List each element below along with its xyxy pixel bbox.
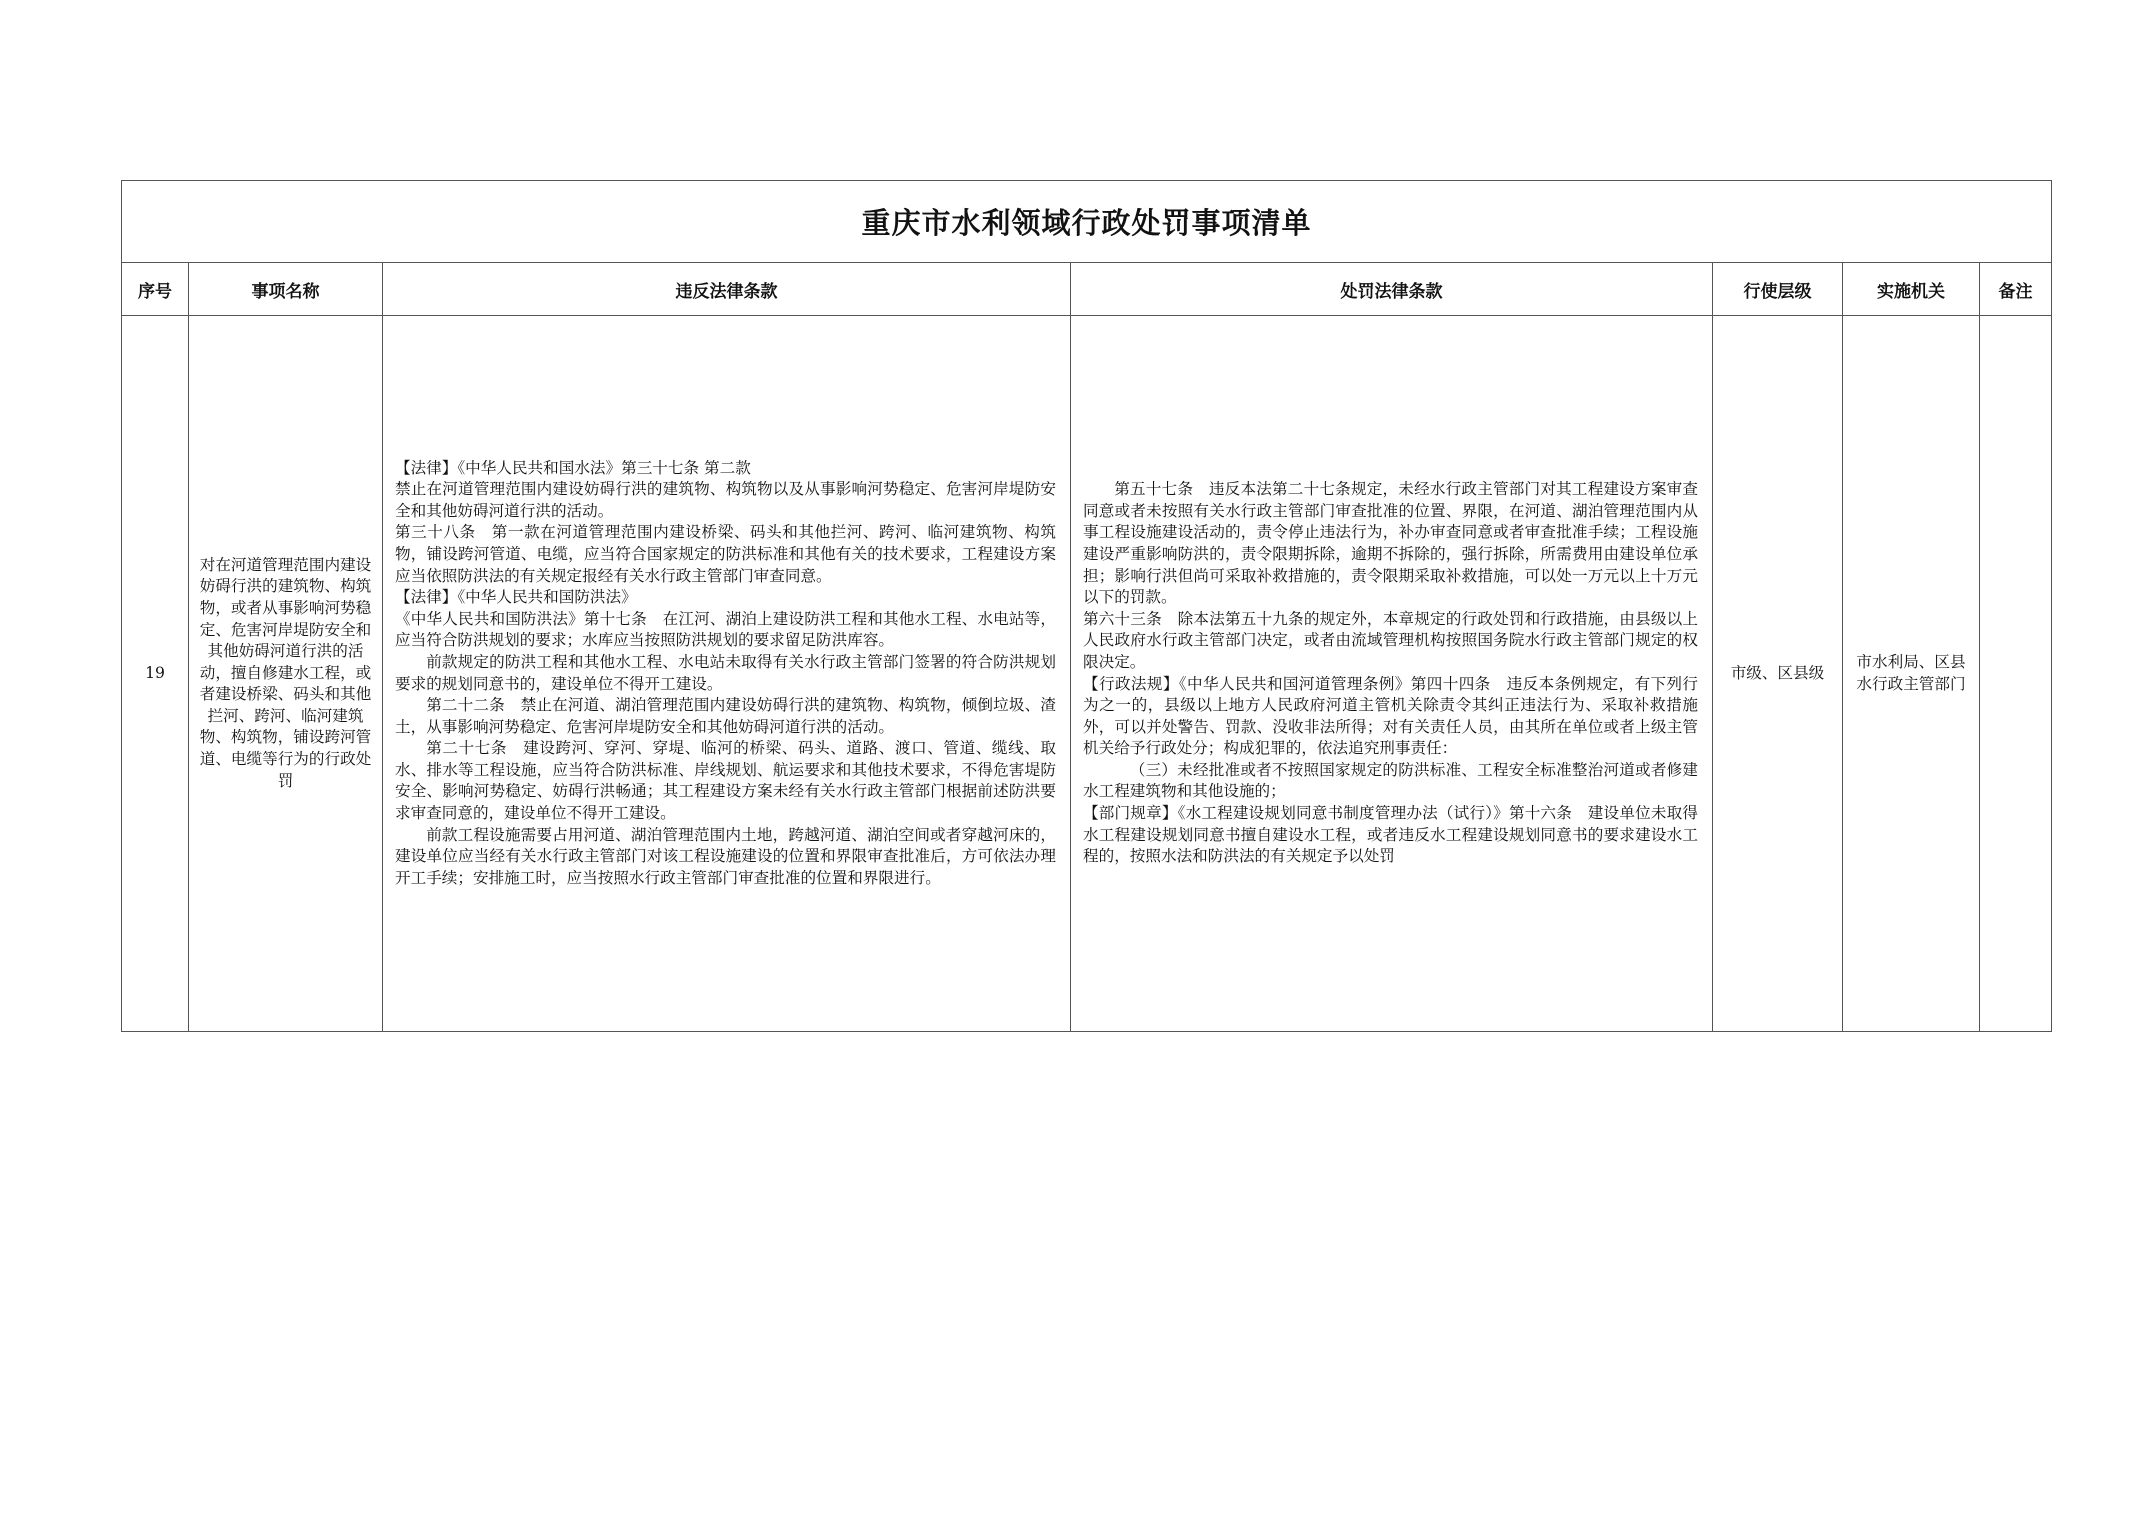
table-row	[122, 316, 2052, 1032]
header-seq: 序号	[122, 263, 189, 316]
cell-agency: 市水利局、区县水行政主管部门	[1843, 316, 1980, 1032]
header-violation-law: 违反法律条款	[383, 263, 1071, 316]
penalty-list-sheet	[121, 180, 2051, 1032]
header-row	[122, 263, 2052, 316]
penalty-paragraph: （三）未经批准或者不按照国家规定的防洪标准、工程安全标准整治河道或者修建水工程建筑物和其他设施的；	[1083, 760, 1698, 801]
violation-paragraph: 【法律】《中华人民共和国水法》第三十七条 第二款	[395, 458, 751, 477]
penalty-paragraph: 【部门规章】《水工程建设规划同意书制度管理办法（试行）》第十六条 建设单位未取得水工程建设规划同意书擅自建设水工程，或者违反水工程建设规划同意书的要求建设水工程的，按照水法和防洪法的有关规定予以处罚	[1083, 804, 1698, 866]
cell-penalty-law	[1071, 316, 1713, 1032]
cell-item-name: 对在河道管理范围内建设妨碍行洪的建筑物、构筑物，或者从事影响河势稳定、危害河岸堤防安全和其他妨碍河道行洪的活动，擅自修建水工程，或者建设桥梁、码头和其他拦河、跨河、临河建筑物、构筑物，铺设跨河管道、电缆等行为的行政处罚	[189, 316, 383, 1032]
cell-violation-law	[383, 316, 1071, 1032]
cell-seq: 19	[122, 316, 189, 1032]
table-title: 重庆市水利领域行政处罚事项清单	[122, 181, 2052, 263]
violation-paragraph: 第二十二条 禁止在河道、湖泊管理范围内建设妨碍行洪的建筑物、构筑物，倾倒垃圾、渣土，从事影响河势稳定、危害河岸堤防安全和其他妨碍河道行洪的活动。	[395, 696, 1056, 736]
violation-paragraph: 前款规定的防洪工程和其他水工程、水电站未取得有关水行政主管部门签署的符合防洪规划要求的规划同意书的，建设单位不得开工建设。	[395, 652, 1056, 693]
violation-paragraph: 【法律】《中华人民共和国防洪法》	[395, 588, 637, 607]
penalty-paragraph: 第五十七条 违反本法第二十七条规定，未经水行政主管部门对其工程建设方案审查同意或者未按照有关水行政主管部门审查批准的位置、界限，在河道、湖泊管理范围内从事工程设施建设活动的，责令停止违法行为，补办审查同意或者审查批准手续；工程设施建设严重影响防洪的，责令限期拆除，逾期不拆除的，强行拆除，所需费用由建设单位承担；影响行洪但尚可采取补救措施的，责令限期采取补救措施，可以处一万元以上十万元以下的罚款。	[1083, 480, 1698, 607]
header-level: 行使层级	[1713, 263, 1843, 316]
header-remarks: 备注	[1980, 263, 2052, 316]
penalty-paragraph: 【行政法规】《中华人民共和国河道管理条例》第四十四条 违反本条例规定，有下列行为之一的，县级以上地方人民政府河道主管机关除责令其纠正违法行为、采取补救措施外，可以并处警告、罚款、没收非法所得；对有关责任人员，由其所在单位或者上级主管机关给予行政处分；构成犯罪的，依法追究刑事责任：	[1083, 674, 1698, 758]
violation-paragraph: 前款工程设施需要占用河道、湖泊管理范围内土地，跨越河道、湖泊空间或者穿越河床的，建设单位应当经有关水行政主管部门对该工程设施建设的位置和界限审查批准后，方可依法办理开工手续；安排施工时，应当按照水行政主管部门审查批准的位置和界限进行。	[395, 825, 1056, 887]
violation-paragraph: 禁止在河道管理范围内建设妨碍行洪的建筑物、构筑物以及从事影响河势稳定、危害河岸堤防安全和其他妨碍河道行洪的活动。	[395, 480, 1056, 520]
cell-remarks	[1980, 316, 2052, 1032]
violation-paragraph: 第三十八条 第一款在河道管理范围内建设桥梁、码头和其他拦河、跨河、临河建筑物、构筑物，铺设跨河管道、电缆，应当符合国家规定的防洪标准和其他有关的技术要求，工程建设方案应当依照防洪法的有关规定报经有关水行政主管部门审查同意。	[395, 523, 1056, 585]
header-item-name: 事项名称	[189, 263, 383, 316]
violation-paragraph: 第二十七条 建设跨河、穿河、穿堤、临河的桥梁、码头、道路、渡口、管道、缆线、取水、排水等工程设施，应当符合防洪标准、岸线规划、航运要求和其他技术要求，不得危害堤防安全、影响河势稳定、妨碍行洪畅通；其工程建设方案未经有关水行政主管部门根据前述防洪要求审查同意的，建设单位不得开工建设。	[395, 739, 1056, 823]
penalty-paragraph: 第六十三条 除本法第五十九条的规定外，本章规定的行政处罚和行政措施，由县级以上人民政府水行政主管部门决定，或者由流域管理机构按照国务院水行政主管部门规定的权限决定。	[1083, 609, 1698, 671]
header-agency: 实施机关	[1843, 263, 1980, 316]
violation-paragraph: 《中华人民共和国防洪法》第十七条 在江河、湖泊上建设防洪工程和其他水工程、水电站等，应当符合防洪规划的要求；水库应当按照防洪规划的要求留足防洪库容。	[395, 609, 1056, 650]
header-penalty-law: 处罚法律条款	[1071, 263, 1713, 316]
penalty-list-table	[121, 180, 2052, 1032]
cell-level: 市级、区县级	[1713, 316, 1843, 1032]
